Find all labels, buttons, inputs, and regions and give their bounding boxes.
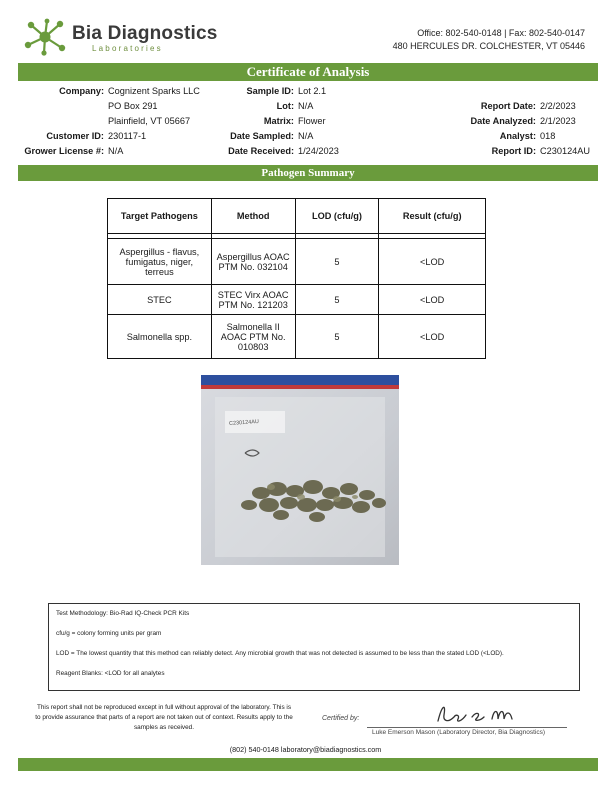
sample-photo <box>201 375 399 565</box>
lot-value: N/A <box>298 101 314 111</box>
pathogen-table <box>107 198 486 359</box>
analyst-value: 018 <box>540 131 556 141</box>
company-logo-subtitle: Laboratories <box>92 44 163 53</box>
report-date-label: Report Date: <box>480 101 536 111</box>
analyst-label: Analyst: <box>499 131 536 141</box>
result-cell: <LOD <box>379 239 486 285</box>
grower-license-value: N/A <box>108 146 124 156</box>
lod-cell: 5 <box>295 239 379 285</box>
method-cell: STEC Virx AOAC PTM No. 121203 <box>211 285 295 315</box>
methodology-line: LOD = The lowest quantity that this method can reliably detect. Any microbial growth that was not detected is assumed to be less than the stated LOD (<LOD). <box>56 650 504 657</box>
footer-contact: (802) 540-0148 laboratory@biadiagnostics.com <box>229 745 382 754</box>
signature-icon <box>432 701 522 727</box>
lod-cell: 5 <box>295 285 379 315</box>
report-id-label: Report ID: <box>491 146 536 156</box>
company-logo-name: Bia Diagnostics <box>72 23 218 44</box>
signature-line <box>367 727 567 728</box>
sample-id-value: Lot 2.1 <box>298 86 327 96</box>
pathogen-cell: STEC <box>108 285 212 315</box>
methodology-box <box>48 603 580 691</box>
date-analyzed-value: 2/1/2023 <box>540 116 576 126</box>
matrix-label: Matrix: <box>263 116 294 126</box>
company-address-2: Plainfield, VT 05667 <box>108 116 191 126</box>
table-header-row <box>108 199 486 234</box>
report-id-value: C230124AU <box>540 146 591 156</box>
sample-id-label: Sample ID: <box>246 86 294 96</box>
method-cell: Aspergillus AOAC PTM No. 032104 <box>211 239 295 285</box>
certificate-title: Certificate of Analysis <box>18 63 598 81</box>
pathogen-cell: Aspergillus - flavus, fumigatus, niger, terreus <box>108 239 212 285</box>
methodology-line: Reagent Blanks: <LOD for all analytes <box>56 670 165 677</box>
customer-id-value: 230117-1 <box>108 131 147 141</box>
bia-logo-icon <box>22 18 68 56</box>
date-received-value: 1/24/2023 <box>298 146 339 156</box>
company-address-1: PO Box 291 <box>108 101 158 111</box>
methodology-line: Test Methodology: Bio-Rad IQ-Check PCR Kits <box>56 610 190 617</box>
lod-cell: 5 <box>295 315 379 359</box>
table-row <box>108 239 486 285</box>
table-row <box>108 315 486 359</box>
pathogen-summary-title: Pathogen Summary <box>18 165 598 181</box>
pathogen-cell: Salmonella spp. <box>108 315 212 359</box>
company-label: Company: <box>59 86 104 96</box>
method-cell: Salmonella II AOAC PTM No. 010803 <box>211 315 295 359</box>
report-disclaimer: This report shall not be reproduced except in full without approval of the laboratory. This is to provide assurance that parts of a report are not taken out of context. Results apply to the samples as received. <box>35 704 293 731</box>
grower-license-label: Grower License #: <box>24 146 104 156</box>
company-name: Cognizent Sparks LLC <box>108 86 200 96</box>
result-cell: <LOD <box>379 315 486 359</box>
office-contact: Office: 802-540-0148 | Fax: 802-540-0147 <box>417 28 585 38</box>
footer-bar <box>18 758 598 771</box>
methodology-line: cfu/g = colony forming units per gram <box>56 630 162 637</box>
certified-by-label: Certified by: <box>322 715 360 722</box>
signer-name: Luke Emerson Mason (Laboratory Director, Bia Diagnostics) <box>372 729 546 736</box>
result-cell: <LOD <box>379 285 486 315</box>
date-sampled-value: N/A <box>298 131 314 141</box>
column-header-pathogens: Target Pathogens <box>108 199 212 234</box>
sample-bag-label: C230124AU <box>228 418 260 428</box>
column-header-result: Result (cfu/g) <box>379 199 486 234</box>
date-sampled-label: Date Sampled: <box>230 131 294 141</box>
office-address: 480 HERCULES DR. COLCHESTER, VT 05446 <box>392 41 585 51</box>
column-header-method: Method <box>211 199 295 234</box>
date-analyzed-label: Date Analyzed: <box>470 116 536 126</box>
table-row <box>108 285 486 315</box>
column-header-lod: LOD (cfu/g) <box>295 199 379 234</box>
date-received-label: Date Received: <box>228 146 294 156</box>
lot-label: Lot: <box>276 101 294 111</box>
customer-id-label: Customer ID: <box>46 131 104 141</box>
report-date-value: 2/2/2023 <box>540 101 576 111</box>
matrix-value: Flower <box>298 116 326 126</box>
